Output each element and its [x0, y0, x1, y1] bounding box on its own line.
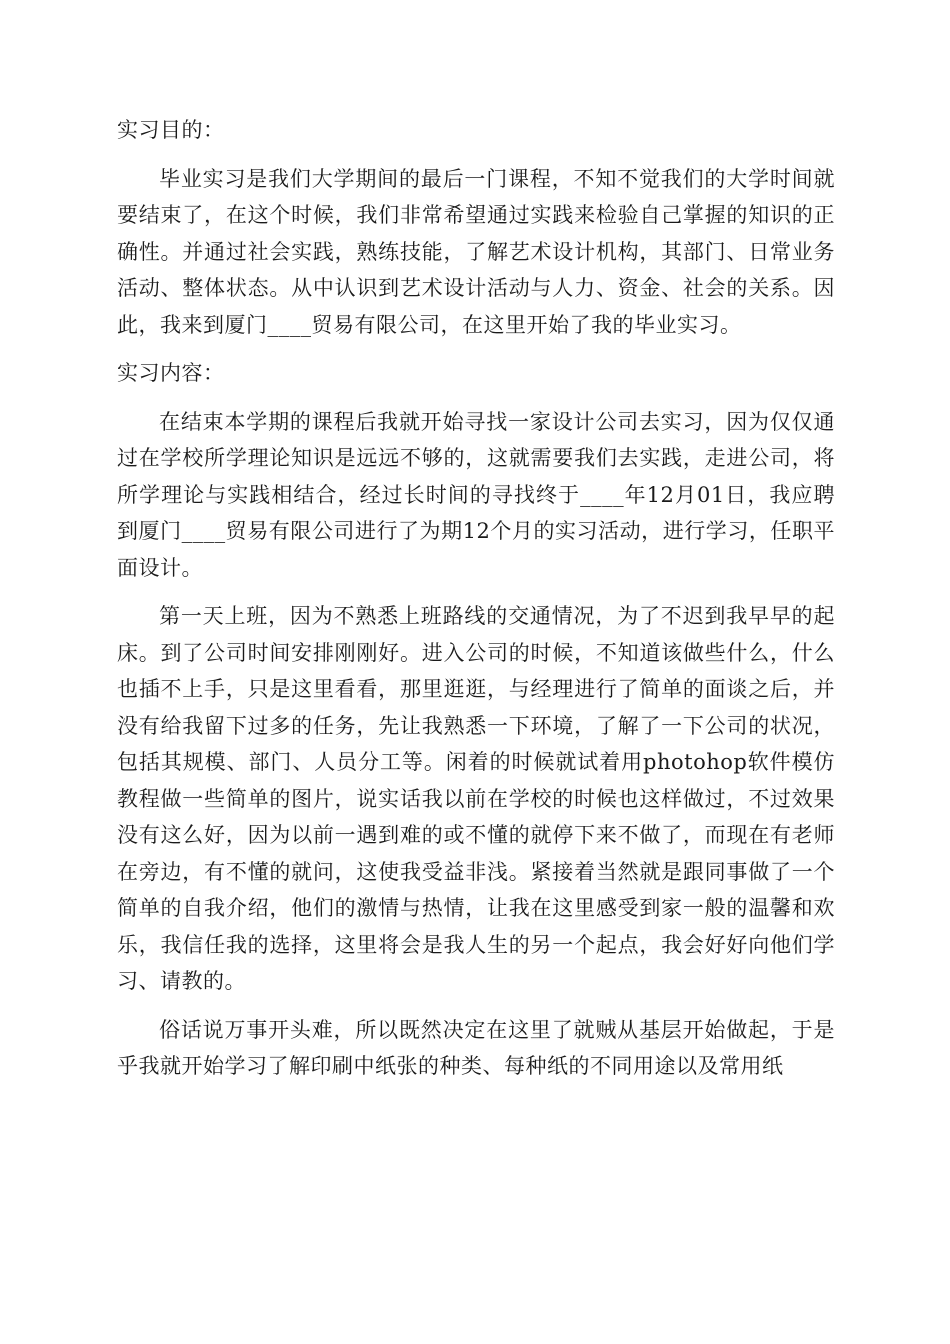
paragraph-purpose: 毕业实习是我们大学期间的最后一门课程，不知不觉我们的大学时间就要结束了，在这个时候，我们非常希望通过实践来检验自己掌握的知识的正确性。并通过社会实践，熟练技能，了解艺术设计机构，其部门、日常业务活动、整体状态。从中认识到艺术设计活动与人力、资金、社会的关系。因此，我来到厦门____贸易有限公司，在这里开始了我的毕业实习。: [117, 166, 835, 337]
section-heading-content: 实习内容：: [117, 361, 225, 385]
paragraph-content-3: 俗话说万事开头难，所以既然决定在这里了就贼从基层开始做起，于是乎我就开始学习了解印刷中纸张的种类、每种纸的不同用途以及常用纸: [117, 1017, 835, 1078]
paragraph-content-2: 第一天上班，因为不熟悉上班路线的交通情况，为了不迟到我早早的起床。到了公司时间安排刚刚好。进入公司的时候，不知道该做些什么，什么也插不上手，只是这里看看，那里逛逛，与经理进行了简单的面谈之后，并没有给我留下过多的任务，先让我熟悉一下环境，了解了一下公司的状况，包括其规模、部门、人员分工等。闲着的时候就试着用photohop软件模仿教程做一些简单的图片，说实话我以前在学校的时候也这样做过，不过效果没有这么好，因为以前一遇到难的或不懂的就停下来不做了，而现在有老师在旁边，有不懂的就问，这使我受益非浅。紧接着当然就是跟同事做了一个简单的自我介绍，他们的激情与热情，让我在这里感受到家一般的温馨和欢乐，我信任我的选择，这里将会是我人生的另一个起点，我会好好向他们学习、请教的。: [117, 604, 835, 993]
section-heading-purpose: 实习目的：: [117, 118, 225, 142]
paragraph-content-1: 在结束本学期的课程后我就开始寻找一家设计公司去实习，因为仅仅通过在学校所学理论知识是远远不够的，这就需要我们去实践，走进公司，将所学理论与实践相结合，经过长时间的寻找终于____年12月01日，我应聘到厦门____贸易有限公司进行了为期12个月的实习活动，进行学习，任职平面设计。: [117, 409, 835, 580]
document-page: [117, 112, 835, 1097]
